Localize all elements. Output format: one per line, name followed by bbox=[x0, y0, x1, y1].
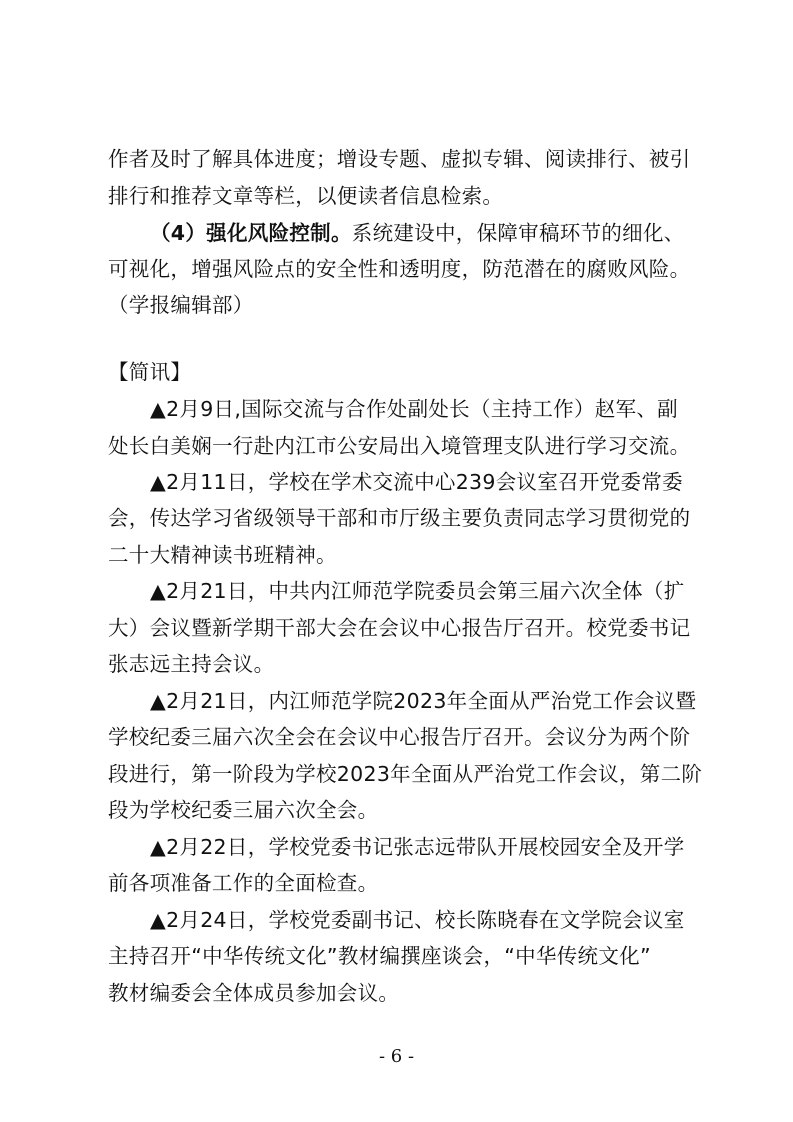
news-item-line: ▲2月22日，学校党委书记张志远带队开展校园安全及开学 bbox=[150, 835, 685, 859]
news-item-line: ▲2月11日，学校在学术交流中心239会议室召开党委常委 bbox=[150, 470, 683, 494]
news-item-line: ▲2月21日，内江师范学院2023年全面从严治党工作会议暨 bbox=[150, 689, 697, 713]
news-item-line: ▲2月24日，学校党委副书记、校长陈晓春在文学院会议室 bbox=[150, 908, 685, 932]
news-item-line: 前各项准备工作的全面检查。 bbox=[108, 871, 379, 895]
news-item-line: 主持召开“中华传统文化”教材编撰座谈会，“中华传统文化” bbox=[108, 944, 651, 968]
news-item-line: 学校纪委三届六次全会在会议中心报告厅召开。会议分为两个阶 bbox=[108, 725, 691, 749]
news-item-line: ▲2月9日,国际交流与合作处副处长（主持工作）赵军、副 bbox=[150, 397, 678, 421]
news-item-line: 张志远主持会议。 bbox=[108, 652, 275, 676]
news-item-line: 会，传达学习省级领导干部和市厅级主要负责同志学习贯彻党的 bbox=[108, 506, 691, 530]
page-number: - 6 - bbox=[378, 1046, 415, 1067]
item-4-heading: （4）强化风险控制。 bbox=[150, 221, 352, 245]
intro-paragraph-line: 排行和推荐文章等栏，以便读者信息检索。 bbox=[108, 184, 504, 208]
item-4-line: 可视化，增强风险点的安全性和透明度，防范潜在的腐败风险。 bbox=[108, 257, 691, 281]
item-4-line bbox=[150, 219, 685, 247]
news-item-line: 教材编委会全体成员参加会议。 bbox=[108, 981, 400, 1005]
source-note: （学报编辑部） bbox=[108, 293, 254, 317]
news-item-line: ▲2月21日，中共内江师范学院委员会第三届六次全体（扩 bbox=[150, 579, 685, 603]
section-title: 【简讯】 bbox=[108, 360, 192, 384]
news-item-line: 处长白美娴一行赴内江市公安局出入境管理支队进行学习交流。 bbox=[108, 434, 691, 458]
news-item-line: 段为学校纪委三届六次全会。 bbox=[108, 798, 379, 822]
item-4-text: 系统建设中，保障审稿环节的细化、 bbox=[351, 221, 685, 245]
news-item-line: 大）会议暨新学期干部大会在会议中心报告厅召开。校党委书记 bbox=[108, 616, 691, 640]
intro-paragraph-line: 作者及时了解具体进度；增设专题、虚拟专辑、阅读排行、被引 bbox=[108, 147, 691, 171]
news-item-line: 段进行，第一阶段为学校2023年全面从严治党工作会议，第二阶 bbox=[108, 762, 703, 786]
news-item-line: 二十大精神读书班精神。 bbox=[108, 543, 337, 567]
